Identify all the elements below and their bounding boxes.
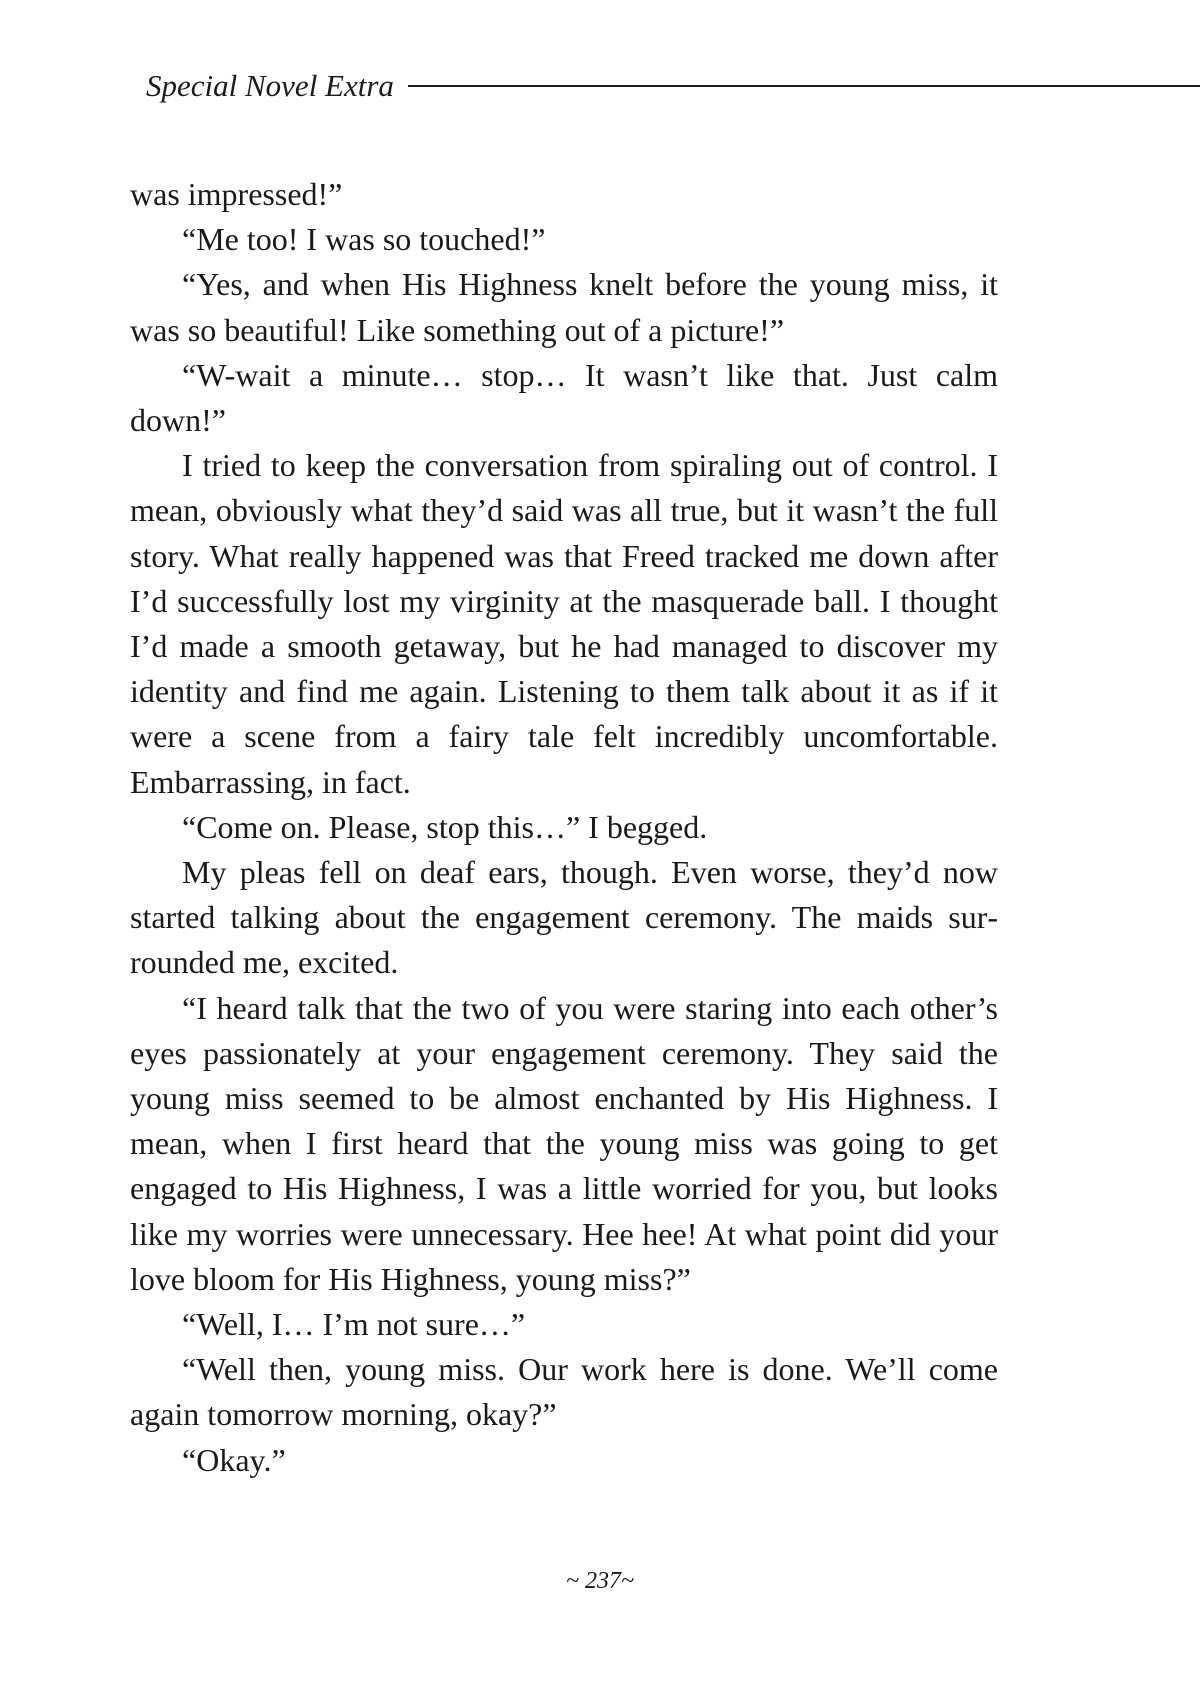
paragraph: “Okay.” <box>182 1441 286 1478</box>
paragraph: I tried to keep the conversation from spiraling out of control. I mean, obviously what they’d said was all true, but it wasn’t the full story. What really happened was that Freed tracked me down after I’d successfully lost my virginity at the masquerade ball. I thought I’d made a smooth getaway, but he had managed to discover my identity and find me again. Listening to them talk about it as if it were a scene from a fairy tale felt incredibly uncomfortable. Embarrassing, in fact. <box>130 447 998 800</box>
running-header <box>146 62 1200 110</box>
page-number: ~ 237~ <box>566 1568 634 1594</box>
header-title: Special Novel Extra <box>146 68 394 103</box>
paragraph: “Well then, young miss. Our work here is done. We’ll come again tomorrow morning, okay?” <box>130 1351 998 1433</box>
body-text <box>130 172 998 1483</box>
paragraph: “I heard talk that the two of you were staring into each other’s eyes passionately at your engagement ceremony. They said the young miss seemed to be almost enchanted by His Highness. I mean, when I first heard that the young miss was going to get engaged to His Highness, I was a little worried for you, but looks like my worries were unnecessary. Hee hee! At what point did your love bloom for His Highness, young miss?” <box>130 989 998 1297</box>
paragraph: My pleas fell on deaf ears, though. Even worse, they’d now started talking about the engagement ceremony. The maids surrounded me, excited. <box>130 854 998 981</box>
header-rule <box>408 85 1200 87</box>
paragraph: was impressed!” <box>130 176 343 212</box>
paragraph: “Yes, and when His Highness knelt before the young miss, it was so beautiful! Like something out of a picture!” <box>130 266 998 348</box>
paragraph: “W-wait a minute… stop… It wasn’t like that. Just calm down!” <box>130 356 998 439</box>
paragraph: “Me too! I was so touched!” <box>182 221 546 258</box>
paragraph: “Come on. Please, stop this…” I begged. <box>182 808 708 845</box>
paragraph: “Well, I… I’m not sure…” <box>182 1306 526 1343</box>
